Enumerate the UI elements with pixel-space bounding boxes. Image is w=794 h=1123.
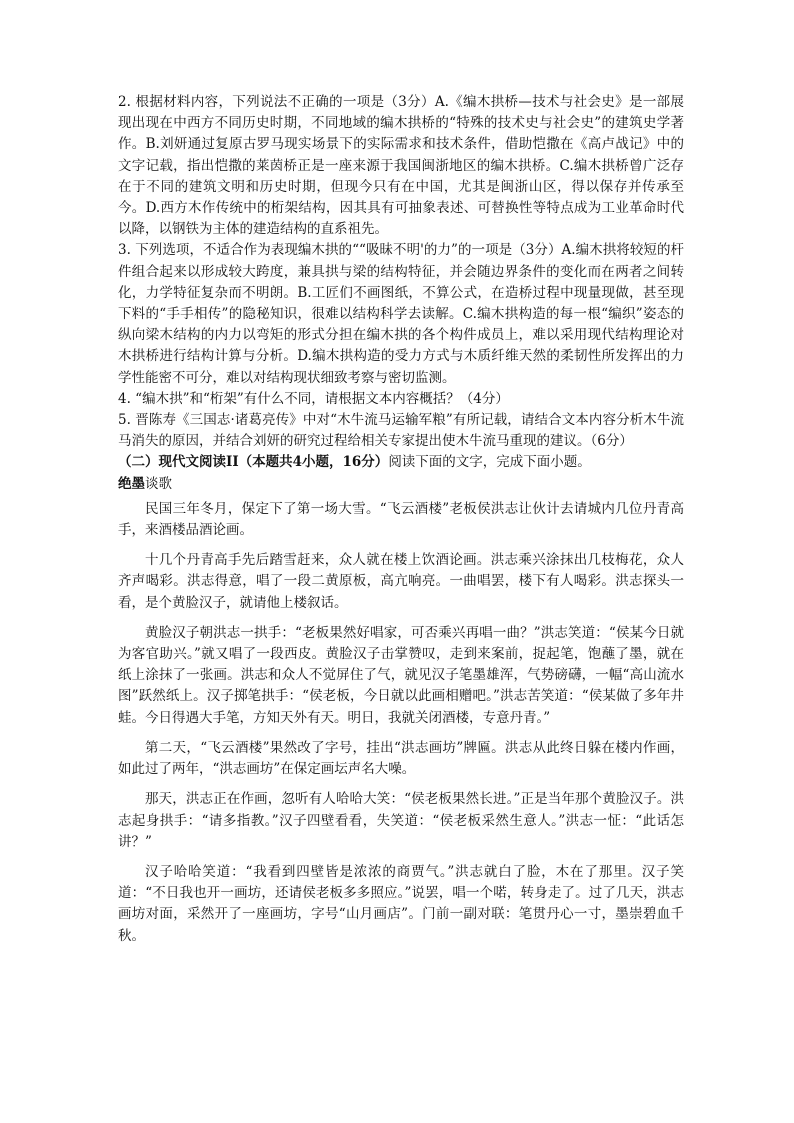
story-paragraph: 黄脸汉子朝洪志一拱手：“老板果然好唱家，可否乘兴再唱一曲？”洪志笑道：“侯某今日就为客官助兴。”就又唱了一段西皮。黄脸汉子击掌赞叹，走到来案前，捉起笔，饱蘸了墨，就在纸上涂抹了一张画。洪志和众人不觉屏住了气，就见汉子笔墨雄浑，气势磅礴，一幅“高山流水图”跃然纸上。汉子掷笔拱手：“侯老板，今日就以此画相赠吧。”洪志苦笑道：“侯某做了多年井蛙。今日得遇大手笔，方知天外有天。明日，我就关闭酒楼，专意丹青。”	[118, 624, 684, 726]
section-instruction: 阅读下面的文字，完成下面小题。	[388, 454, 591, 471]
story-paragraph: 汉子哈哈笑道：“我看到四壁皆是浓浓的商贾气。”洪志就白了脸，木在了那里。汉子笑道：“不日我也开一画坊，还请侯老板多多照应。”说罢，唱一个喏，转身走了。过了几天，洪志画坊对面，采然开了一座画坊，字号“山月画店”。门前一副对联：笔贯丹心一寸，墨崇碧血千秋。	[118, 863, 684, 944]
question-4: 4. “编木拱”和“桁架”有什么不同，请根据文本内容概括？（4分）	[118, 390, 509, 407]
story-paragraph: 那天，洪志正在作画，忽听有人哈哈大笑：“侯老板果然长进。”正是当年那个黄脸汉子。洪志起身拱手：“请多指教。”汉子四壁看看，失笑道：“侯老板采然生意人。”洪志一怔：“此话怎讲？”	[118, 791, 684, 850]
question-3: 3. 下列选项，不适合作为表现编木拱的““吸昧不明'的力”的一项是（3分）A.编木拱将较短的杆件组合起来以形成较大跨度，兼具拱与梁的结构特征，并会随边界条件的变化而在两者之间转化，力学特征复杂而不明朗。B.工匠们不画图纸，不算公式，在造桥过程中现量现做，甚至现下料的“手手相传”的隐秘知识，很难以结构科学去读解。C.编木拱构造的每一根“编织”姿态的纵向梁木结构的内力以弯矩的形式分担在编木拱的各个构件成员上，难以采用现代结构理论对木拱桥进行结构计算与分析。D.编木拱构造的受力方式与木质纤维天然的柔韧性所发挥出的力学性能密不可分，难以对结构现状细致考察与密切监测。	[118, 242, 684, 386]
question-5: 5. 晋陈寿《三国志·诸葛亮传》中对“木牛流马运输军粮”有所记载，请结合文本内容分析木牛流马消失的原因，并结合刘妍的研究过程给相关专家提出使木牛流马重现的建议。（6分）	[118, 412, 684, 450]
story-title: 绝墨	[118, 475, 145, 492]
question-2: 2. 根据材料内容，下列说法不正确的一项是（3分）A.《编木拱桥—技术与社会史》是一部展现出现在中西方不同历史时期，不同地域的编木拱桥的“特殊的技术史与社会史”的建筑史学著作。B.刘妍通过复原古罗马现实场景下的实际需求和技术条件，借助恺撒在《高卢战记》中的文字记载，指出恺撒的莱茵桥正是一座来源于我国闽浙地区的编木拱桥。C.编木拱桥曾广泛存在于不同的建筑文明和历史时期，但现今只有在中国，尤其是闽浙山区，得以保存并传承至今。D.西方木作传统中的桁架结构，因其具有可抽象表述、可替换性等特点成为工业革命时代以降，以钢铁为主体的建造结构的直系祖先。	[118, 94, 684, 238]
document-page	[118, 92, 684, 956]
story-paragraph: 十几个丹青高手先后踏雪赶来，众人就在楼上饮酒论画。洪志乘兴涂抹出几枝梅花，众人齐声喝彩。洪志得意，唱了一段二黄原板，高亢响亮。一曲唱罢，楼下有人喝彩。洪志探头一看，是个黄脸汉子，就请他上楼叙话。	[118, 552, 684, 611]
story-paragraph: 民国三年冬月，保定下了第一场大雪。“飞云酒楼”老板侯洪志让伙计去请城内几位丹青高手，来酒楼品酒论画。	[118, 500, 684, 539]
section-heading: （二）现代文阅读II（本题共4小题，16分）	[118, 454, 389, 471]
story-paragraph: 第二天，“飞云酒楼”果然改了字号，挂出“洪志画坊”牌匾。洪志从此终日躲在楼内作画，如此过了两年，“洪志画坊”在保定画坛声名大噪。	[118, 739, 684, 778]
story-author: 谈歌	[145, 475, 172, 492]
section-heading-line	[118, 452, 684, 473]
story-title-line	[118, 474, 684, 495]
